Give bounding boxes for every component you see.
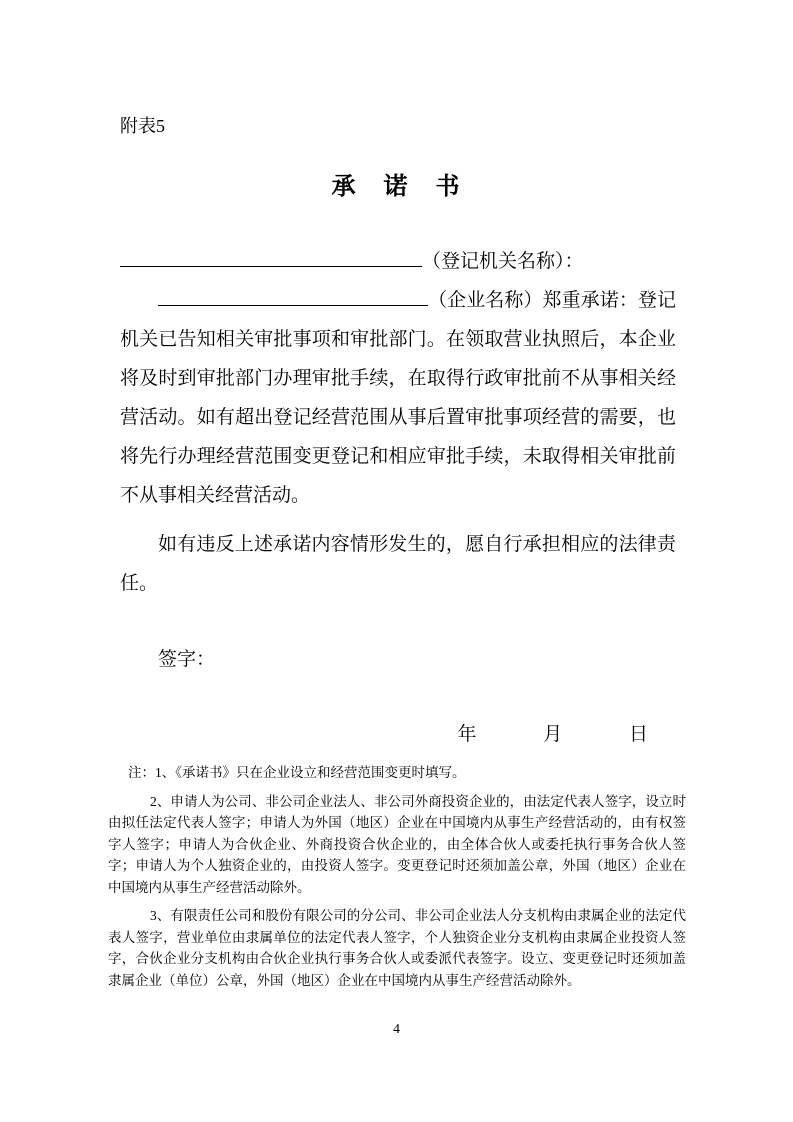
date-year-label: 年 bbox=[457, 724, 477, 745]
page-number: 4 bbox=[393, 1022, 400, 1037]
date-line bbox=[120, 715, 676, 754]
recipient-line bbox=[120, 242, 676, 281]
document-body bbox=[120, 242, 676, 754]
date-day-label: 日 bbox=[628, 724, 648, 745]
note-item-2: 2、申请人为公司、非公司企业法人、非公司外商投资企业的，由法定代表人签字，设立时由拟任法定代表人签字；申请人为外国（地区）企业在中国境内从事生产经营活动的，由有权签字人签字；申请人为合伙企业、外商投资合伙企业的，由全体合伙人或委托执行事务合伙人签字；申请人为个人独资企业的，由投资人签字。变更登记时还须加盖公章，外国（地区）企业在中国境内从事生产经营活动除外。 bbox=[108, 793, 686, 895]
notes-section bbox=[108, 762, 686, 998]
promise-text: （企业名称）郑重承诺：登记机关已告知相关审批事项和审批部门。在领取营业执照后，本企业将及时到审批部门办理审批手续，在取得行政审批前不从事相关经营活动。如有超出登记经营范围从事后置审批事项经营的需要，也将先行办理经营范围变更登记和相应审批手续，未取得相关审批前不从事相关经营活动。 bbox=[120, 290, 676, 506]
registry-authority-label: （登记机关名称）： bbox=[422, 251, 584, 272]
attachment-label: 附表5 bbox=[120, 116, 165, 136]
date-month-label: 月 bbox=[543, 724, 563, 745]
note-item-1: 注：1、《承诺书》只在企业设立和经营范围变更时填写。 bbox=[128, 765, 466, 780]
document-title: 承 诺 书 bbox=[331, 173, 462, 200]
company-name-blank[interactable] bbox=[158, 281, 428, 306]
note-item-3: 3、有限责任公司和股份有限公司的分公司、非公司企业法人分支机构由隶属企业的法定代表人签字，营业单位由隶属单位的法定代表人签字，个人独资企业分支机构由隶属企业投资人签字，合伙企业分支机构由合伙企业执行事务合伙人或委派代表签字。设立、变更登记时还须加盖隶属企业（单位）公章，外国（地区）企业在中国境内从事生产经营活动除外。 bbox=[108, 908, 686, 988]
signature-label: 签字： bbox=[158, 649, 216, 670]
liability-paragraph: 如有违反上述承诺内容情形发生的，愿自行承担相应的法律责任。 bbox=[120, 534, 676, 594]
promise-paragraph bbox=[120, 281, 676, 515]
registry-authority-blank[interactable] bbox=[120, 242, 422, 267]
